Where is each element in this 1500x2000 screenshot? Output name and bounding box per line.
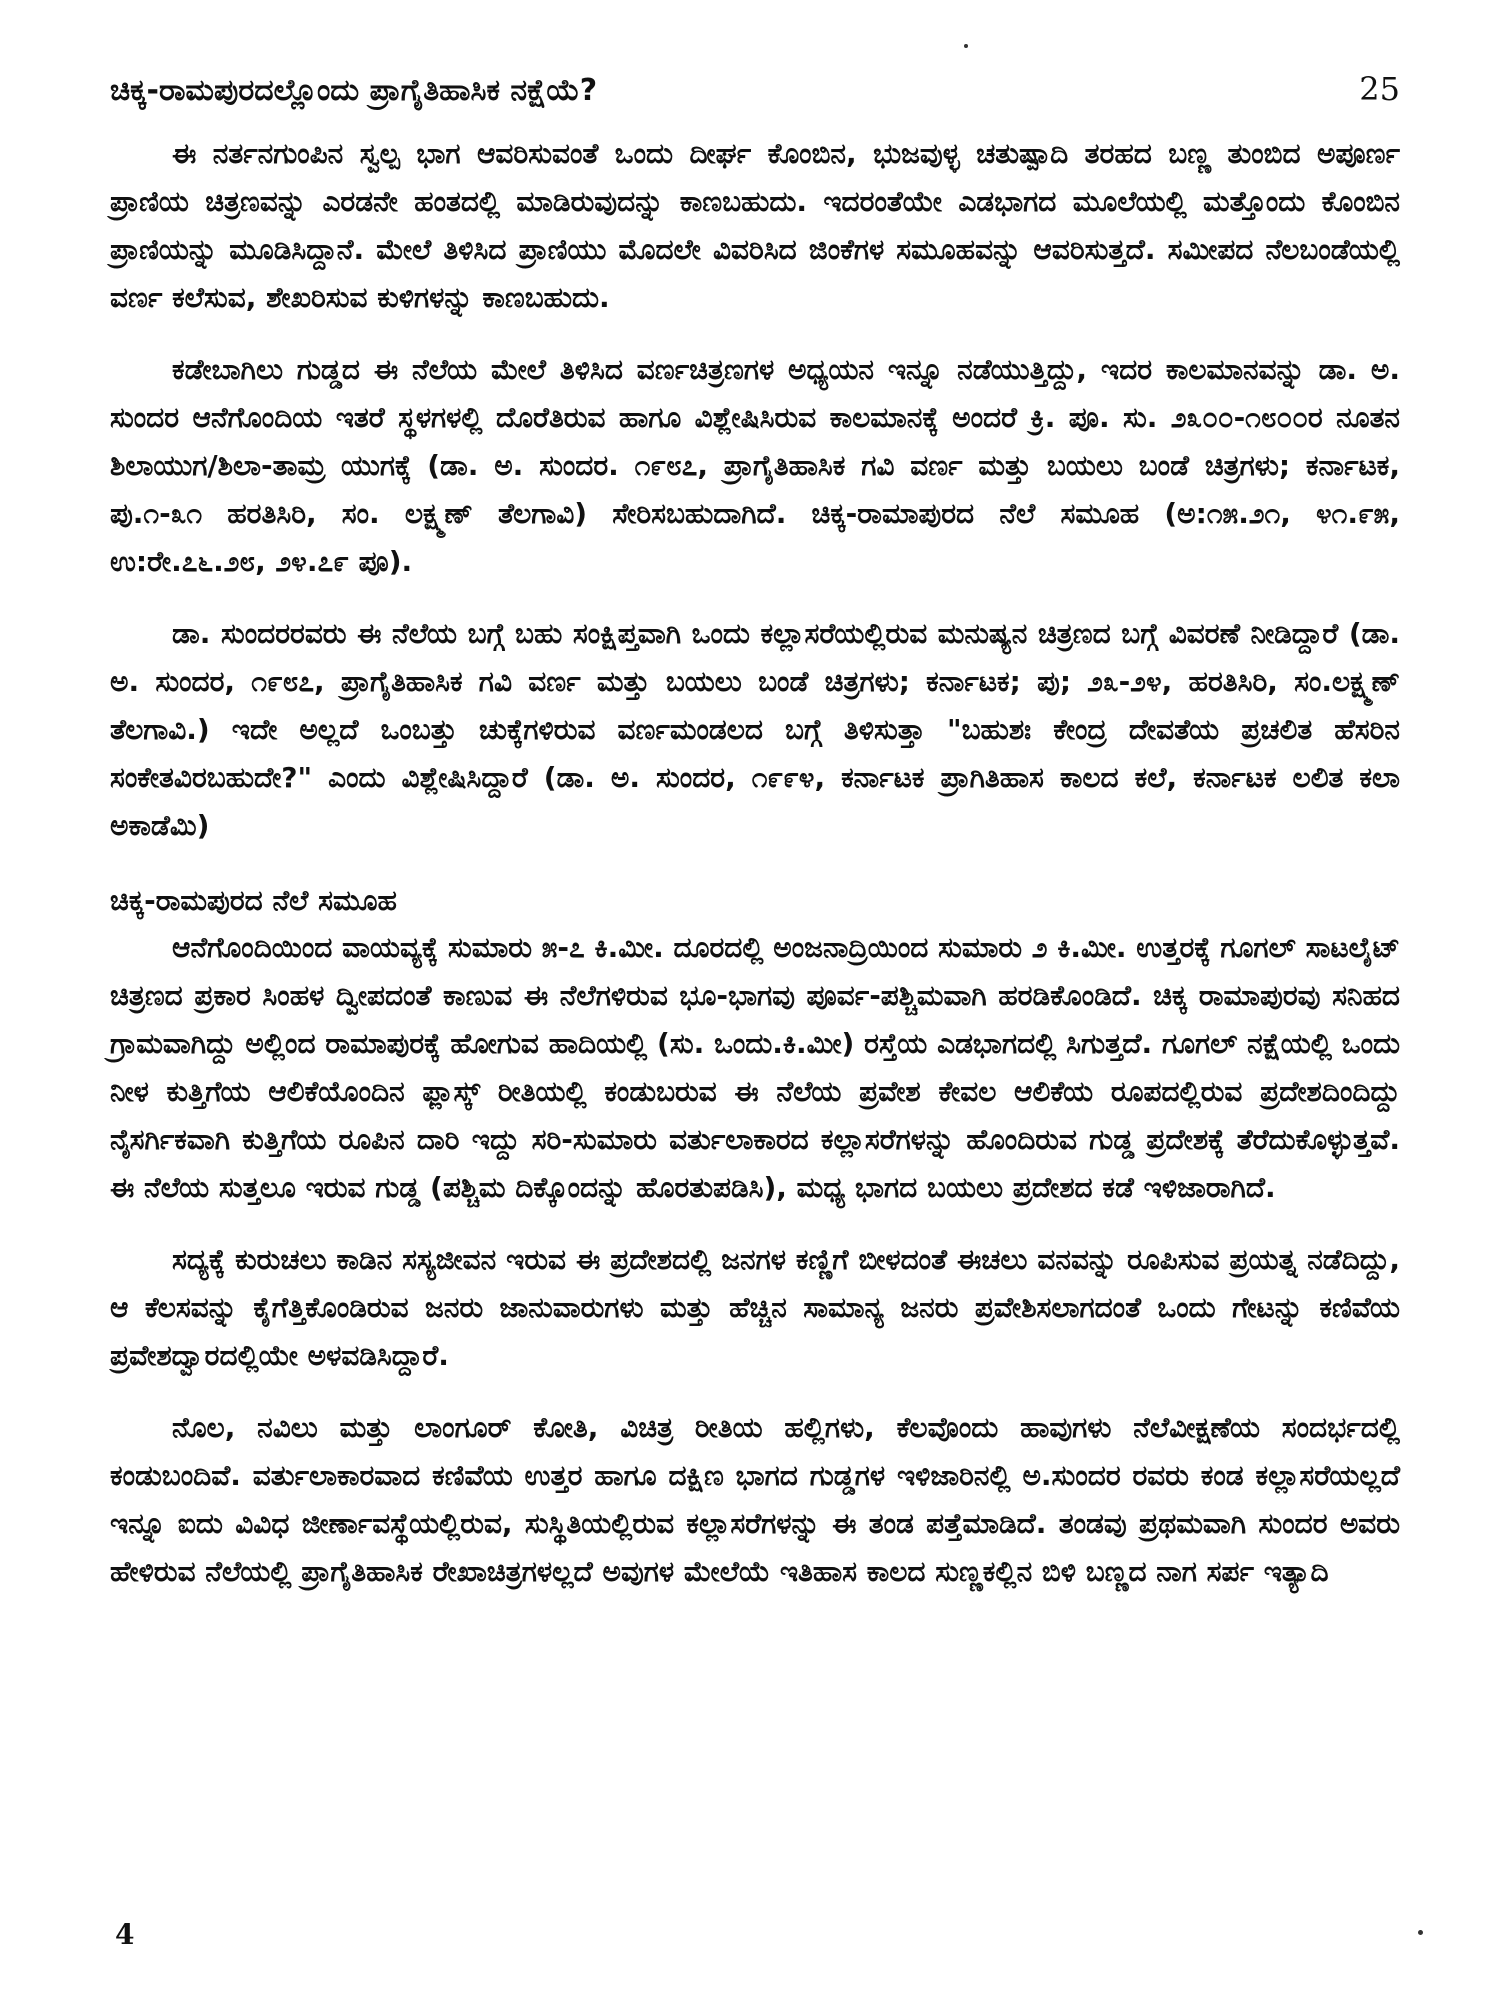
- section-heading: ಚಿಕ್ಕ-ರಾಮಪುರದ ನೆಲೆ ಸಮೂಹ: [110, 884, 397, 917]
- scan-speck: [1418, 1930, 1423, 1935]
- body-paragraph: ಸದ್ಯಕ್ಕೆ ಕುರುಚಲು ಕಾಡಿನ ಸಸ್ಯಜೀವನ ಇರುವ ಈ ಪ್ರದೇಶದಲ್ಲಿ ಜನಗಳ ಕಣ್ಣಿಗೆ ಬೀಳದಂತೆ ಈಚಲು ವನವನ್ನು ರೂಪಿಸುವ ಪ್ರಯತ್ನ ನಡೆದಿದ್ದು, ಆ ಕೆಲಸವನ್ನು ಕೈಗೆತ್ತಿಕೊಂಡಿರುವ ಜನರು ಜಾನುವಾರುಗಳು ಮತ್ತು ಹೆಚ್ಚಿನ ಸಾಮಾನ್ಯ ಜನರು ಪ್ರವೇಶಿಸಲಾಗದಂತೆ ಒಂದು ಗೇಟನ್ನು ಕಣಿವೆಯ ಪ್ರವೇಶದ್ವಾರದಲ್ಲಿಯೇ ಅಳವಡಿಸಿದ್ದಾರೆ.: [110, 1243, 1400, 1372]
- body-paragraph: ಆನೆಗೊಂದಿಯಿಂದ ವಾಯವ್ಯಕ್ಕೆ ಸುಮಾರು ೫-೭ ಕಿ.ಮೀ. ದೂರದಲ್ಲಿ ಅಂಜನಾದ್ರಿಯಿಂದ ಸುಮಾರು ೨ ಕಿ.ಮೀ. ಉತ್ತರಕ್ಕೆ ಗೂಗಲ್ ಸಾಟಲೈಟ್ ಚಿತ್ರಣದ ಪ್ರಕಾರ ಸಿಂಹಳ ದ್ವೀಪದಂತೆ ಕಾಣುವ ಈ ನೆಲೆಗಳಿರುವ ಭೂ-ಭಾಗವು ಪೂರ್ವ-ಪಶ್ಚಿಮವಾಗಿ ಹರಡಿಕೊಂಡಿದೆ. ಚಿಕ್ಕ ರಾಮಾಪುರವು ಸನಿಹದ ಗ್ರಾಮವಾಗಿದ್ದು ಅಲ್ಲಿಂದ ರಾಮಾಪುರಕ್ಕೆ ಹೋಗುವ ಹಾದಿಯಲ್ಲಿ (ಸು. ಒಂದು.ಕಿ.ಮೀ) ರಸ್ತೆಯ ಎಡಭಾಗದಲ್ಲಿ ಸಿಗುತ್ತದೆ. ಗೂಗಲ್ ನಕ್ಷೆಯಲ್ಲಿ ಒಂದು ನೀಳ ಕುತ್ತಿಗೆಯ ಆಲಿಕೆಯೊಂದಿನ ಫ್ಲಾಸ್ಕ್ ರೀತಿಯಲ್ಲಿ ಕಂಡುಬರುವ ಈ ನೆಲೆಯ ಪ್ರವೇಶ ಕೇವಲ ಆಲಿಕೆಯ ರೂಪದಲ್ಲಿರುವ ಪ್ರದೇಶದಿಂದಿದ್ದು ನೈಸರ್ಗಿಕವಾಗಿ ಕುತ್ತಿಗೆಯ ರೂಪಿನ ದಾರಿ ಇದ್ದು ಸರಿ-ಸುಮಾರು ವರ್ತುಲಾಕಾರದ ಕಲ್ಲಾಸರೆಗಳನ್ನು ಹೊಂದಿರುವ ಗುಡ್ಡ ಪ್ರದೇಶಕ್ಕೆ ತೆರೆದುಕೊಳ್ಳುತ್ತವೆ. ಈ ನೆಲೆಯ ಸುತ್ತಲೂ ಇರುವ ಗುಡ್ಡ (ಪಶ್ಚಿಮ ದಿಕ್ಕೊಂದನ್ನು ಹೊರತುಪಡಿಸಿ), ಮಧ್ಯ ಭಾಗದ ಬಯಲು ಪ್ರದೇಶದ ಕಡೆ ಇಳಿಜಾರಾಗಿದೆ.: [110, 931, 1400, 1204]
- body-paragraph: ಈ ನರ್ತನಗುಂಪಿನ ಸ್ವಲ್ಪ ಭಾಗ ಆವರಿಸುವಂತೆ ಒಂದು ದೀರ್ಘ ಕೊಂಬಿನ, ಭುಜವುಳ್ಳ ಚತುಷ್ಪಾದಿ ತರಹದ ಬಣ್ಣ ತುಂಬಿದ ಅಪೂರ್ಣ ಪ್ರಾಣಿಯ ಚಿತ್ರಣವನ್ನು ಎರಡನೇ ಹಂತದಲ್ಲಿ ಮಾಡಿರುವುದನ್ನು ಕಾಣಬಹುದು. ಇದರಂತೆಯೇ ಎಡಭಾಗದ ಮೂಲೆಯಲ್ಲಿ ಮತ್ತೊಂದು ಕೊಂಬಿನ ಪ್ರಾಣಿಯನ್ನು ಮೂಡಿಸಿದ್ದಾನೆ. ಮೇಲೆ ತಿಳಿಸಿದ ಪ್ರಾಣಿಯು ಮೊದಲೇ ವಿವರಿಸಿದ ಜಿಂಕೆಗಳ ಸಮೂಹವನ್ನು ಆವರಿಸುತ್ತದೆ. ಸಮೀಪದ ನೆಲಬಂಡೆಯಲ್ಲಿ ವರ್ಣ ಕಲೆಸುವ, ಶೇಖರಿಸುವ ಕುಳಿಗಳನ್ನು ಕಾಣಬಹುದು.: [110, 137, 1400, 314]
- document-page: [110, 70, 1400, 1950]
- scan-speck: [964, 44, 968, 48]
- running-title: ಚಿಕ್ಕ-ರಾಮಪುರದಲ್ಲೊಂದು ಪ್ರಾಗೈತಿಹಾಸಿಕ ನಕ್ಷೆಯೆ?: [110, 73, 598, 108]
- folio-number: 4: [115, 1918, 135, 1951]
- running-header: [110, 70, 1400, 108]
- page-number: 25: [1359, 70, 1400, 108]
- body-paragraph: ನೊಲ, ನವಿಲು ಮತ್ತು ಲಾಂಗೂರ್ ಕೋತಿ, ವಿಚಿತ್ರ ರೀತಿಯ ಹಲ್ಲಿಗಳು, ಕೆಲವೊಂದು ಹಾವುಗಳು ನೆಲೆವೀಕ್ಷಣೆಯ ಸಂದರ್ಭದಲ್ಲಿ ಕಂಡುಬಂದಿವೆ. ವರ್ತುಲಾಕಾರವಾದ ಕಣಿವೆಯ ಉತ್ತರ ಹಾಗೂ ದಕ್ಷಿಣ ಭಾಗದ ಗುಡ್ಡಗಳ ಇಳಿಜಾರಿನಲ್ಲಿ ಅ.ಸುಂದರ ರವರು ಕಂಡ ಕಲ್ಲಾಸರೆಯಲ್ಲದೆ ಇನ್ನೂ ಐದು ವಿವಿಧ ಜೀರ್ಣಾವಸ್ಥೆಯಲ್ಲಿರುವ, ಸುಸ್ಥಿತಿಯಲ್ಲಿರುವ ಕಲ್ಲಾಸರೆಗಳನ್ನು ಈ ತಂಡ ಪತ್ತೆಮಾಡಿದೆ. ತಂಡವು ಪ್ರಥಮವಾಗಿ ಸುಂದರ ಅವರು ಹೇಳಿರುವ ನೆಲೆಯಲ್ಲಿ ಪ್ರಾಗೈತಿಹಾಸಿಕ ರೇಖಾಚಿತ್ರಗಳಲ್ಲದೆ ಅವುಗಳ ಮೇಲೆಯೆ ಇತಿಹಾಸ ಕಾಲದ ಸುಣ್ಣಕಲ್ಲಿನ ಬಿಳಿ ಬಣ್ಣದ ನಾಗ ಸರ್ಪ ಇತ್ಯಾದಿ: [110, 1411, 1400, 1588]
- body-paragraph: ಡಾ. ಸುಂದರರವರು ಈ ನೆಲೆಯ ಬಗ್ಗೆ ಬಹು ಸಂಕ್ಷಿಪ್ತವಾಗಿ ಒಂದು ಕಲ್ಲಾಸರೆಯಲ್ಲಿರುವ ಮನುಷ್ಯನ ಚಿತ್ರಣದ ಬಗ್ಗೆ ವಿವರಣೆ ನೀಡಿದ್ದಾರೆ (ಡಾ. ಅ. ಸುಂದರ, ೧೯೮೭, ಪ್ರಾಗೈತಿಹಾಸಿಕ ಗವಿ ವರ್ಣ ಮತ್ತು ಬಯಲು ಬಂಡೆ ಚಿತ್ರಗಳು; ಕರ್ನಾಟಕ; ಪು; ೨೩-೨೪, ಹರತಿಸಿರಿ, ಸಂ.ಲಕ್ಷ್ಮಣ್ ತೆಲಗಾವಿ.) ಇದೇ ಅಲ್ಲದೆ ಒಂಬತ್ತು ಚುಕ್ಕೆಗಳಿರುವ ವರ್ಣಮಂಡಲದ ಬಗ್ಗೆ ತಿಳಿಸುತ್ತಾ "ಬಹುಶಃ ಕೇಂದ್ರ ದೇವತೆಯ ಪ್ರಚಲಿತ ಹೆಸರಿನ ಸಂಕೇತವಿರಬಹುದೇ?" ಎಂದು ವಿಶ್ಲೇಷಿಸಿದ್ದಾರೆ (ಡಾ. ಅ. ಸುಂದರ, ೧೯೯೪, ಕರ್ನಾಟಕ ಪ್ರಾಗಿತಿಹಾಸ ಕಾಲದ ಕಲೆ, ಕರ್ನಾಟಕ ಲಲಿತ ಕಲಾ ಅಕಾಡೆಮಿ): [110, 617, 1400, 842]
- body-paragraph: ಕಡೇಬಾಗಿಲು ಗುಡ್ಡದ ಈ ನೆಲೆಯ ಮೇಲೆ ತಿಳಿಸಿದ ವರ್ಣಚಿತ್ರಣಗಳ ಅಧ್ಯಯನ ಇನ್ನೂ ನಡೆಯುತ್ತಿದ್ದು, ಇದರ ಕಾಲಮಾನವನ್ನು ಡಾ. ಅ. ಸುಂದರ ಆನೆಗೊಂದಿಯ ಇತರೆ ಸ್ಥಳಗಳಲ್ಲಿ ದೊರೆತಿರುವ ಹಾಗೂ ವಿಶ್ಲೇಷಿಸಿರುವ ಕಾಲಮಾನಕ್ಕೆ ಅಂದರೆ ಕ್ರಿ. ಪೂ. ಸು. ೨೩೦೦-೧೮೦೦ರ ನೂತನ ಶಿಲಾಯುಗ/ಶಿಲಾ-ತಾಮ್ರ ಯುಗಕ್ಕೆ (ಡಾ. ಅ. ಸುಂದರ. ೧೯೮೭, ಪ್ರಾಗೈತಿಹಾಸಿಕ ಗವಿ ವರ್ಣ ಮತ್ತು ಬಯಲು ಬಂಡೆ ಚಿತ್ರಗಳು; ಕರ್ನಾಟಕ, ಪು.೧-೩೧ ಹರತಿಸಿರಿ, ಸಂ. ಲಕ್ಷ್ಮಣ್ ತೆಲಗಾವಿ) ಸೇರಿಸಬಹುದಾಗಿದೆ. ಚಿಕ್ಕ-ರಾಮಾಪುರದ ನೆಲೆ ಸಮೂಹ (ಅ:೧೫.೨೧, ೪೧.೯೫, ಉ:ರೇ.೭೬.೨೮, ೨೪.೭೯ ಪೂ).: [110, 353, 1400, 578]
